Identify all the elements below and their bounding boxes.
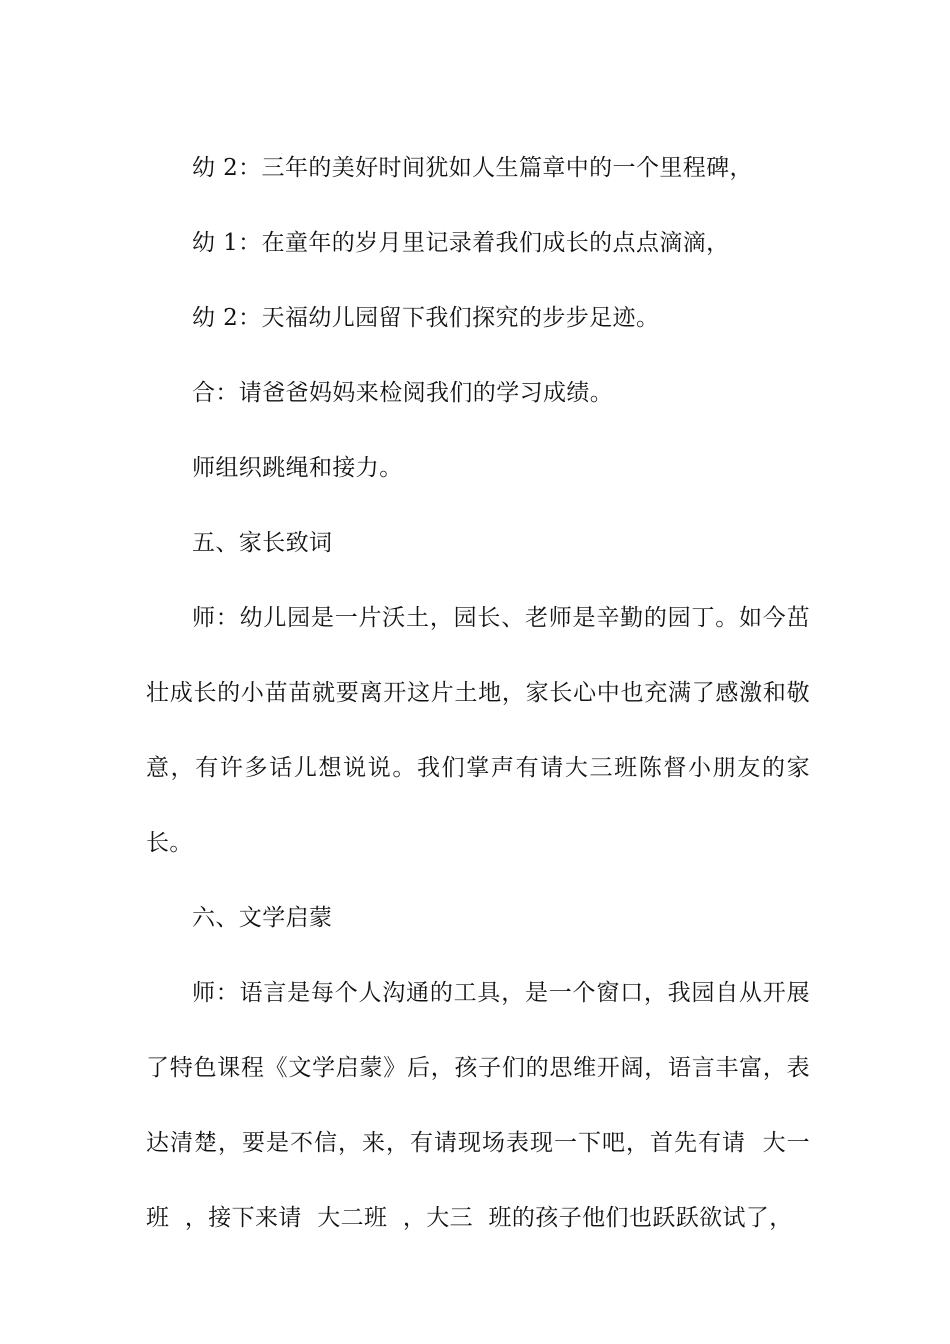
paragraph-7: 师：幼儿园是一片沃土，园长、老师是辛勤的园丁。如今茁壮成长的小苗苗就要离开这片土地，家长心中也充满了感激和敬意，有许多话儿想说说。我们掌声有请大三班陈督小朋友的家长。 bbox=[146, 605, 810, 856]
document-body bbox=[146, 131, 810, 1256]
section-heading-6: 六、文学启蒙 bbox=[192, 905, 333, 931]
paragraph-3: 幼 2：天福幼儿园留下我们探究的步步足迹。 bbox=[192, 305, 660, 331]
paragraph-5: 师组织跳绳和接力。 bbox=[192, 455, 403, 481]
paragraph-4: 合：请爸爸妈妈来检阅我们的学习成绩。 bbox=[192, 380, 614, 406]
paragraph-2: 幼 1：在童年的岁月里记录着我们成长的点点滴滴， bbox=[192, 230, 730, 256]
paragraph-9: 师：语言是每个人沟通的工具，是一个窗口，我园自从开展了特色课程《文学启蒙》后，孩子们的思维开阔，语言丰富，表达清楚，要是不信，来，有请现场表现一下吧，首先有请 大一班 ，接下来请 大二班 ，大三 班的孩子他们也跃跃欲试了， bbox=[146, 980, 810, 1231]
paragraph-1: 幼 2：三年的美好时间犹如人生篇章中的一个里程碑， bbox=[192, 155, 753, 181]
section-heading-5: 五、家长致词 bbox=[192, 530, 333, 556]
